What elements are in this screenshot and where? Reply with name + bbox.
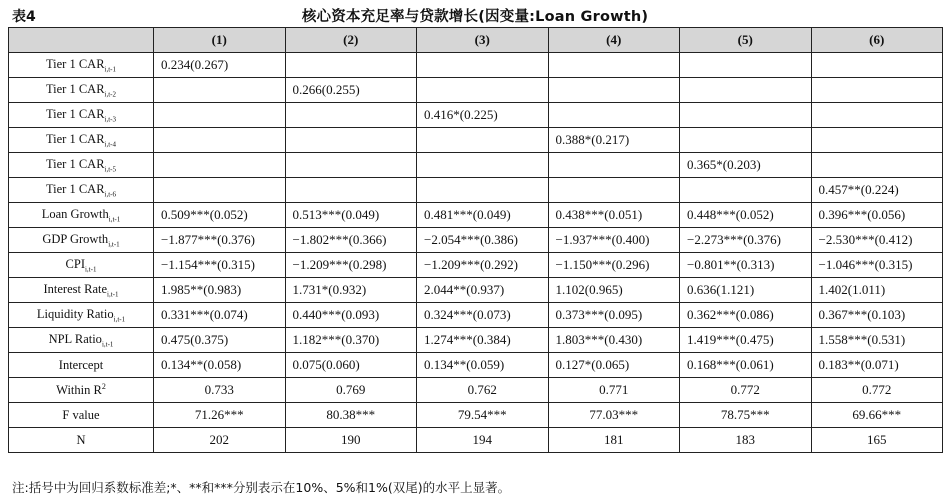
table-cell: 0.438***(0.051) [548,203,680,228]
table-cell: 0.134**(0.058) [154,353,286,378]
table-cell [811,53,943,78]
variable-name: Tier 1 CAR [45,56,105,71]
variable-name: Tier 1 CAR [45,131,105,146]
row-label [9,228,154,253]
table-cell [285,128,417,153]
table-cell [417,53,549,78]
table-cell: 78.75*** [680,403,812,428]
variable-name: Tier 1 CAR [45,106,105,121]
table-cell: 1.731*(0.932) [285,278,417,303]
table-cell [154,178,286,203]
table-cell: 0.362***(0.086) [680,303,812,328]
table-cell [417,78,549,103]
table-cell [680,53,812,78]
table-cell: −1.046***(0.315) [811,253,943,278]
table-cell: −1.150***(0.296) [548,253,680,278]
table-cell: 190 [285,428,417,453]
row-label [9,78,154,103]
table-cell: 69.66*** [811,403,943,428]
row-label [9,128,154,153]
table-cell [417,178,549,203]
variable-name: Tier 1 CAR [45,81,105,96]
table-row [9,178,943,203]
table-cell: −2.530***(0.412) [811,228,943,253]
table-cell [548,153,680,178]
table-cell: −1.937***(0.400) [548,228,680,253]
header-cell-model-2: (2) [285,28,417,53]
table-cell: −2.054***(0.386) [417,228,549,253]
table-cell: 0.234(0.267) [154,53,286,78]
table-row [9,228,943,253]
table-cell [417,153,549,178]
table-cell: 0.331***(0.074) [154,303,286,328]
table-cell [548,178,680,203]
table-row [9,278,943,303]
variable-subscript: i,t-1 [107,290,119,299]
table-cell: −1.209***(0.292) [417,253,549,278]
row-label [9,53,154,78]
variable-subscript: i,t-4 [104,140,117,149]
row-label [9,253,154,278]
variable-name: GDP Growth [42,231,109,246]
table-cell: 0.134**(0.059) [417,353,549,378]
variable-name: Tier 1 CAR [45,181,105,196]
table-cell [811,103,943,128]
header-cell-model-3: (3) [417,28,549,53]
table-cell [811,128,943,153]
variable-name: Liquidity Ratio [36,306,114,321]
table-cell: 0.396***(0.056) [811,203,943,228]
table-cell: 0.367***(0.103) [811,303,943,328]
table-cell [680,178,812,203]
variable-name: Tier 1 CAR [45,156,105,171]
row-label [9,178,154,203]
table-cell: 2.044**(0.937) [417,278,549,303]
table-cell: 181 [548,428,680,453]
table-cell: 0.513***(0.049) [285,203,417,228]
table-cell: 1.419***(0.475) [680,328,812,353]
variable-name: N [76,432,86,447]
table-cell: 0.771 [548,378,680,403]
table-row [9,328,943,353]
table-cell [811,153,943,178]
table-row [9,403,943,428]
table-cell: 0.733 [154,378,286,403]
table-cell [154,128,286,153]
table-row [9,378,943,403]
row-label [9,103,154,128]
variable-name: Within R [56,383,102,398]
table-row [9,103,943,128]
table-cell: 0.266(0.255) [285,78,417,103]
table-cell: 0.762 [417,378,549,403]
table-note: 注:括号中为回归系数标准差;*、**和***分别表示在10%、5%和1%(双尾)的水平上显著。 [12,480,511,495]
table-row [9,153,943,178]
table-cell: 1.985**(0.983) [154,278,286,303]
row-label [9,353,154,378]
header-cell-variable [9,28,154,53]
table-cell: 0.481***(0.049) [417,203,549,228]
table-cell: 0.448***(0.052) [680,203,812,228]
table-cell [417,128,549,153]
table-cell [285,178,417,203]
table-cell: 0.365*(0.203) [680,153,812,178]
variable-name: NPL Ratio [48,331,102,346]
table-cell [154,78,286,103]
table-cell: 202 [154,428,286,453]
row-label [9,428,154,453]
table-number: 表4 [12,9,36,25]
table-cell: 0.509***(0.052) [154,203,286,228]
variable-name: Loan Growth [41,206,109,221]
table-cell [811,78,943,103]
table-cell [285,103,417,128]
table-cell: 0.772 [680,378,812,403]
variable-subscript: i,t-1 [108,215,121,224]
table-cell: −1.209***(0.298) [285,253,417,278]
table-row [9,203,943,228]
table-cell: 0.440***(0.093) [285,303,417,328]
header-cell-model-4: (4) [548,28,680,53]
table-cell: 1.182***(0.370) [285,328,417,353]
table-cell: 183 [680,428,812,453]
table-cell [680,103,812,128]
row-label [9,278,154,303]
table-cell [154,153,286,178]
variable-name: CPI [65,256,85,271]
variable-name: Interest Rate [43,281,108,296]
table-cell: 1.102(0.965) [548,278,680,303]
table-cell [548,103,680,128]
table-cell: −1.877***(0.376) [154,228,286,253]
variable-name: Intercept [58,357,104,372]
row-label [9,153,154,178]
row-label [9,203,154,228]
row-label [9,303,154,328]
table-cell: 1.803***(0.430) [548,328,680,353]
table-cell: 0.772 [811,378,943,403]
table-cell: 79.54*** [417,403,549,428]
variable-subscript: i,t-1 [84,265,97,274]
table-cell: 0.475(0.375) [154,328,286,353]
table-cell: 0.373***(0.095) [548,303,680,328]
table-row [9,128,943,153]
table-cell [680,128,812,153]
table-cell: 1.402(1.011) [811,278,943,303]
table-cell: 0.168***(0.061) [680,353,812,378]
table-cell: 0.636(1.121) [680,278,812,303]
table-cell: 0.127*(0.065) [548,353,680,378]
row-label [9,328,154,353]
table-cell: −2.273***(0.376) [680,228,812,253]
table-cell: 165 [811,428,943,453]
table-cell: −0.801**(0.313) [680,253,812,278]
variable-name: F value [62,407,100,422]
variable-subscript: i,t-1 [104,65,117,74]
table-cell: 0.075(0.060) [285,353,417,378]
table-cell: 80.38*** [285,403,417,428]
header-cell-model-6: (6) [811,28,943,53]
table-cell: 194 [417,428,549,453]
table-row [9,428,943,453]
table-cell [680,78,812,103]
variable-subscript: i,t-1 [101,340,114,349]
table-row [9,78,943,103]
table-cell: 0.416*(0.225) [417,103,549,128]
table-caption [8,3,942,27]
header-cell-model-1: (1) [154,28,286,53]
variable-subscript: i,t-2 [104,90,117,99]
variable-subscript: i,t-1 [113,315,126,324]
header-row [9,28,943,53]
variable-superscript: 2 [101,381,106,391]
header-cell-model-5: (5) [680,28,812,53]
table-cell: −1.154***(0.315) [154,253,286,278]
variable-subscript: i,t-3 [104,115,117,124]
table-cell: −1.802***(0.366) [285,228,417,253]
table-cell [154,103,286,128]
row-label [9,403,154,428]
table-cell: 1.274***(0.384) [417,328,549,353]
table-cell: 0.388*(0.217) [548,128,680,153]
variable-subscript: i,t-1 [108,240,120,249]
table-cell [285,53,417,78]
table-body [9,53,943,453]
table-cell: 77.03*** [548,403,680,428]
table-cell: 71.26*** [154,403,286,428]
table-row [9,253,943,278]
table-cell [548,78,680,103]
table-title: 核心资本充足率与贷款增长(因变量:Loan Growth) [301,9,649,25]
table-cell: 0.183**(0.071) [811,353,943,378]
row-label [9,378,154,403]
table-header [9,28,943,53]
table-row [9,353,943,378]
table-cell [285,153,417,178]
table-row [9,53,943,78]
table-row [9,303,943,328]
variable-subscript: i,t-5 [104,165,117,174]
table-cell: 0.457**(0.224) [811,178,943,203]
variable-subscript: i,t-6 [104,190,117,199]
regression-table [8,27,943,453]
table-cell [548,53,680,78]
table-cell: 0.769 [285,378,417,403]
table-cell: 1.558***(0.531) [811,328,943,353]
table-cell: 0.324***(0.073) [417,303,549,328]
